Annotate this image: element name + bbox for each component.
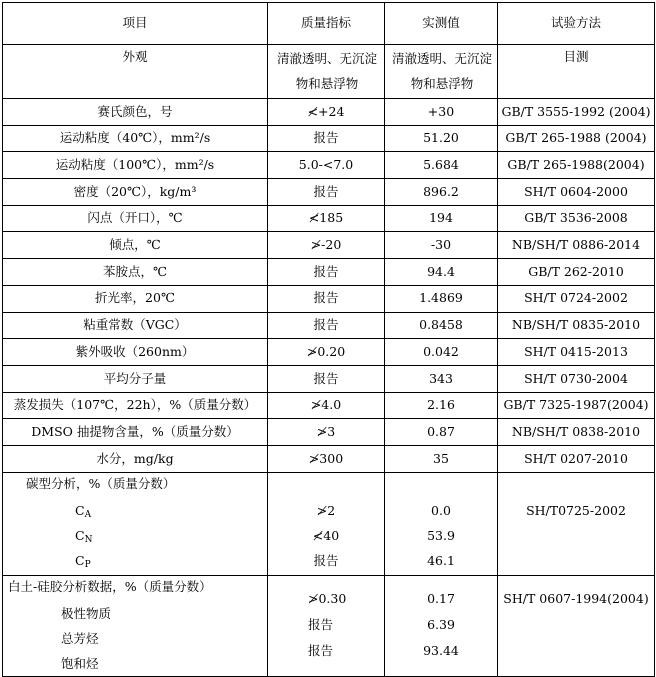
method-value: SH/T0725-2002 bbox=[526, 502, 626, 518]
measured-cell bbox=[385, 472, 498, 575]
method-cell: GB/T 3536-2008 bbox=[498, 205, 655, 232]
table-row bbox=[3, 259, 655, 286]
measured-cell: -30 bbox=[385, 232, 498, 259]
measured-cell: 0.042 bbox=[385, 339, 498, 366]
item-cell: 水分，mg/kg bbox=[3, 445, 268, 472]
header-item: 项目 bbox=[3, 3, 268, 45]
method-cell: SH/T 0724-2002 bbox=[498, 285, 655, 312]
table-row-clay bbox=[3, 575, 655, 676]
carbon-sub-label: $C_A$ bbox=[75, 502, 92, 520]
table-row bbox=[3, 445, 655, 472]
table-row bbox=[3, 285, 655, 312]
measured-value: 6.39 bbox=[427, 616, 455, 632]
method-cell: GB/T 262-2010 bbox=[498, 259, 655, 286]
table-row bbox=[3, 179, 655, 206]
measured-cell: 343 bbox=[385, 365, 498, 392]
table-row bbox=[3, 232, 655, 259]
table-row bbox=[3, 205, 655, 232]
measured-cell: 5.684 bbox=[385, 152, 498, 179]
measured-cell: 94.4 bbox=[385, 259, 498, 286]
measured-value: 0.17 bbox=[427, 590, 455, 606]
spec-value: 报告 bbox=[308, 642, 334, 658]
item-cell: 赛氏颜色，号 bbox=[3, 99, 268, 126]
spec-cell: 报告 bbox=[268, 259, 385, 286]
spec-cell bbox=[268, 472, 385, 575]
method-cell bbox=[498, 472, 655, 575]
measured-value: 93.44 bbox=[423, 642, 459, 658]
spec-cell: ≯3 bbox=[268, 419, 385, 446]
measured-cell: 35 bbox=[385, 445, 498, 472]
item-cell: 运动粘度（40℃），mm²/s bbox=[3, 125, 268, 152]
item-cell: 运动粘度（100℃），mm²/s bbox=[3, 152, 268, 179]
carbon-sub-label: $C_P$ bbox=[75, 552, 91, 570]
measured-cell: +30 bbox=[385, 99, 498, 126]
measured-cell: 896.2 bbox=[385, 179, 498, 206]
table-row-carbon bbox=[3, 472, 655, 575]
spec-cell: ≯4.0 bbox=[268, 392, 385, 419]
method-cell bbox=[498, 575, 655, 676]
item-cell: 密度（20℃），kg/m³ bbox=[3, 179, 268, 206]
item-cell bbox=[3, 472, 268, 575]
clay-sub-label: 饱和烃 bbox=[61, 655, 99, 671]
header-measured: 实测值 bbox=[385, 3, 498, 45]
method-cell: NB/SH/T 0835-2010 bbox=[498, 312, 655, 339]
spec-cell: 清澈透明、无沉淀物和悬浮物 bbox=[268, 45, 385, 99]
item-cell: 蒸发损失（107℃，22h），%（质量分数） bbox=[3, 392, 268, 419]
spec-cell: 报告 bbox=[268, 125, 385, 152]
measured-value: 53.9 bbox=[427, 527, 455, 543]
measured-value: 46.1 bbox=[427, 552, 455, 568]
item-cell: 平均分子量 bbox=[3, 365, 268, 392]
measured-value: 0.0 bbox=[431, 502, 451, 518]
spec-cell: ≮185 bbox=[268, 205, 385, 232]
measured-cell bbox=[385, 575, 498, 676]
method-cell: GB/T 7325-1987(2004) bbox=[498, 392, 655, 419]
item-cell: 粘重常数（VGC） bbox=[3, 312, 268, 339]
method-cell: SH/T 0207-2010 bbox=[498, 445, 655, 472]
spec-table bbox=[2, 2, 655, 677]
item-cell: 紫外吸收（260nm） bbox=[3, 339, 268, 366]
method-cell: GB/T 265-1988(2004) bbox=[498, 152, 655, 179]
item-cell: 外观 bbox=[3, 45, 268, 99]
spec-cell: 报告 bbox=[268, 312, 385, 339]
clay-title: 白土-硅胶分析数据，%（质量分数） bbox=[8, 578, 212, 594]
spec-value: ≮40 bbox=[312, 527, 340, 543]
spec-cell: 报告 bbox=[268, 285, 385, 312]
table-row bbox=[3, 125, 655, 152]
measured-cell: 194 bbox=[385, 205, 498, 232]
spec-cell: 报告 bbox=[268, 365, 385, 392]
table-row bbox=[3, 392, 655, 419]
measured-cell: 0.8458 bbox=[385, 312, 498, 339]
method-cell: GB/T 265-1988 (2004) bbox=[498, 125, 655, 152]
item-cell: 闪点（开口），℃ bbox=[3, 205, 268, 232]
clay-sub-label: 极性物质 bbox=[61, 605, 112, 621]
table-row bbox=[3, 99, 655, 126]
measured-cell: 1.4869 bbox=[385, 285, 498, 312]
table-row bbox=[3, 419, 655, 446]
header-row bbox=[3, 3, 655, 45]
table-row bbox=[3, 339, 655, 366]
carbon-sub-label: $C_N$ bbox=[75, 527, 93, 545]
carbon-title: 碳型分析，%（质量分数） bbox=[26, 475, 176, 491]
header-spec: 质量指标 bbox=[268, 3, 385, 45]
spec-value: ≯2 bbox=[316, 502, 336, 518]
method-cell: SH/T 0415-2013 bbox=[498, 339, 655, 366]
item-cell: 倾点，℃ bbox=[3, 232, 268, 259]
item-cell: 苯胺点，℃ bbox=[3, 259, 268, 286]
method-cell: SH/T 0730-2004 bbox=[498, 365, 655, 392]
clay-sub-label: 总芳烃 bbox=[61, 630, 99, 646]
measured-cell: 2.16 bbox=[385, 392, 498, 419]
table-row-appearance bbox=[3, 45, 655, 99]
spec-cell: ≯-20 bbox=[268, 232, 385, 259]
table-row bbox=[3, 365, 655, 392]
table-row bbox=[3, 312, 655, 339]
measured-cell: 清澈透明、无沉淀物和悬浮物 bbox=[385, 45, 498, 99]
method-cell: SH/T 0604-2000 bbox=[498, 179, 655, 206]
item-cell: DMSO 抽提物含量，%（质量分数） bbox=[3, 419, 268, 446]
spec-value: 报告 bbox=[308, 616, 334, 632]
method-cell: 目测 bbox=[498, 45, 655, 99]
spec-cell bbox=[268, 575, 385, 676]
spec-value: 报告 bbox=[313, 552, 339, 568]
spec-cell: ≯300 bbox=[268, 445, 385, 472]
item-cell: 折光率，20℃ bbox=[3, 285, 268, 312]
item-cell bbox=[3, 575, 268, 676]
measured-cell: 0.87 bbox=[385, 419, 498, 446]
method-cell: NB/SH/T 0886-2014 bbox=[498, 232, 655, 259]
method-value: SH/T 0607-1994(2004) bbox=[503, 590, 649, 606]
spec-cell: 5.0-<7.0 bbox=[268, 152, 385, 179]
spec-cell: ≮+24 bbox=[268, 99, 385, 126]
header-method: 试验方法 bbox=[498, 3, 655, 45]
table-row bbox=[3, 152, 655, 179]
spec-cell: ≯0.20 bbox=[268, 339, 385, 366]
method-cell: GB/T 3555-1992 (2004) bbox=[498, 99, 655, 126]
method-cell: NB/SH/T 0838-2010 bbox=[498, 419, 655, 446]
measured-cell: 51.20 bbox=[385, 125, 498, 152]
spec-value: ≯0.30 bbox=[308, 590, 347, 606]
spec-cell: 报告 bbox=[268, 179, 385, 206]
